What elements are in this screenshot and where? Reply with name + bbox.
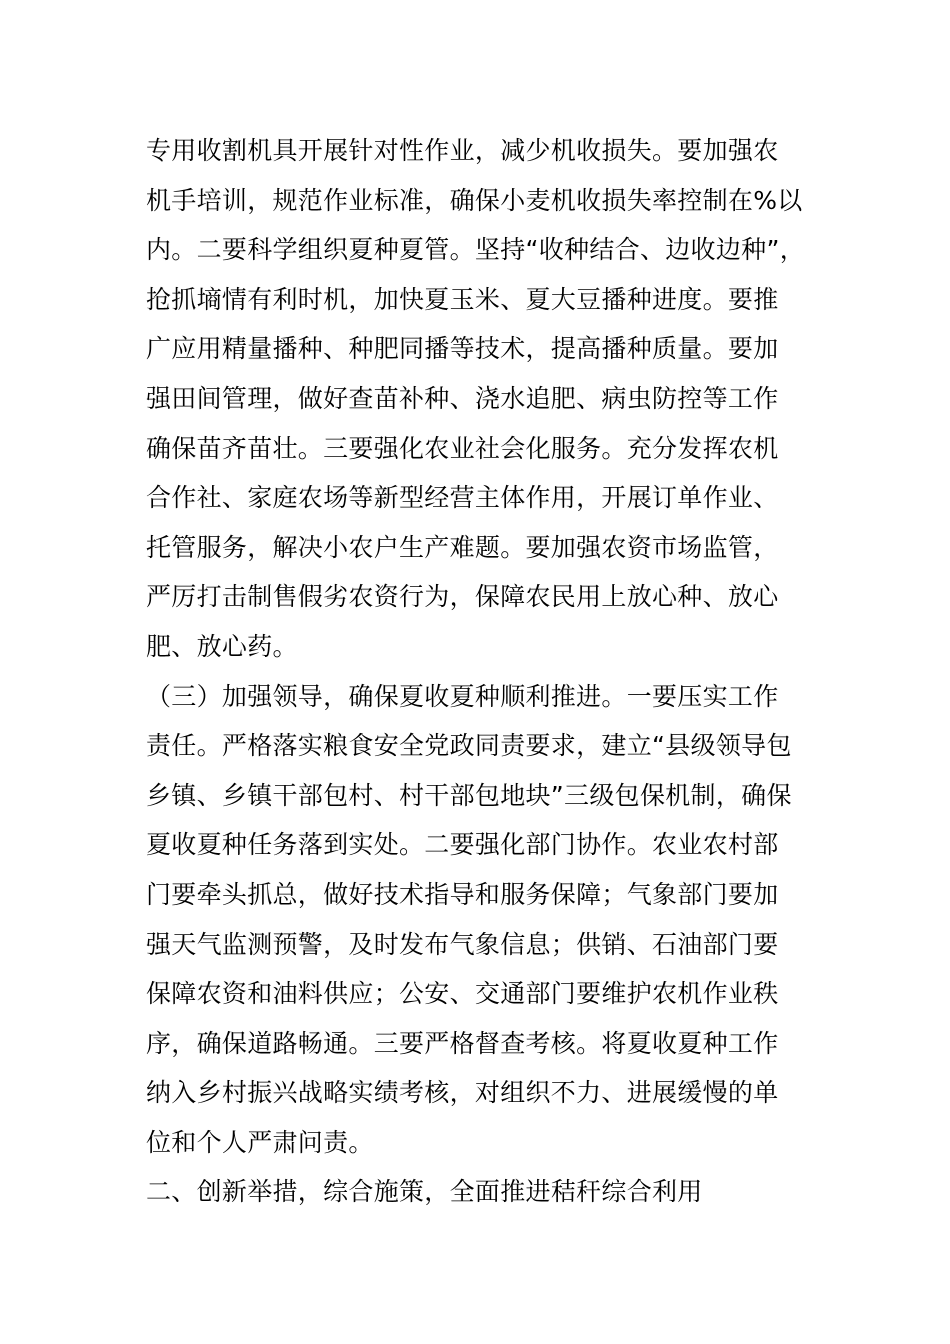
text-line: 序，确保道路畅通。三要严格督查考核。将夏收夏种工作 <box>146 1028 779 1058</box>
text-line: 保障农资和油料供应；公安、交通部门要维护农机作业秩 <box>146 979 779 1009</box>
text-line: 位和个人严肃问责。 <box>146 1127 374 1157</box>
text-line: 夏收夏种任务落到实处。二要强化部门协作。农业农村部 <box>146 830 779 860</box>
text-line: 机手培训，规范作业标准，确保小麦机收损失率控制在%以 <box>146 185 803 215</box>
text-line: 广应用精量播种、种肥同播等技术，提高播种质量。要加 <box>146 334 779 364</box>
text-line: 确保苗齐苗壮。三要强化农业社会化服务。充分发挥农机 <box>146 433 779 463</box>
text-line: 内。二要科学组织夏种夏管。坚持“收种结合、边收边种”， <box>146 235 806 265</box>
text-line: 严厉打击制售假劣农资行为，保障农民用上放心种、放心 <box>146 582 779 612</box>
text-line: 责任。严格落实粮食安全党政同责要求，建立“县级领导包 <box>146 731 792 761</box>
text-line: 合作社、家庭农场等新型经营主体作用，开展订单作业、 <box>146 483 779 513</box>
chapter-heading-line: 二、创新举措，综合施策，全面推进秸秆综合利用 <box>146 1177 703 1207</box>
body-text <box>146 126 846 1217</box>
text-line: 乡镇、乡镇干部包村、村干部包地块”三级包保机制，确保 <box>146 780 792 810</box>
text-line: 托管服务，解决小农户生产难题。要加强农资市场监管， <box>146 532 779 562</box>
section-heading-line: （三）加强领导，确保夏收夏种顺利推进。一要压实工作 <box>146 681 779 711</box>
text-line: 肥、放心药。 <box>146 631 298 661</box>
text-line: 强天气监测预警，及时发布气象信息；供销、石油部门要 <box>146 929 779 959</box>
text-line: 纳入乡村振兴战略实绩考核，对组织不力、进展缓慢的单 <box>146 1078 779 1108</box>
text-line: 专用收割机具开展针对性作业，减少机收损失。要加强农 <box>146 136 779 165</box>
text-line: 门要牵头抓总，做好技术指导和服务保障；气象部门要加 <box>146 879 779 909</box>
text-line: 强田间管理，做好查苗补种、浇水追肥、病虫防控等工作 <box>146 383 779 413</box>
text-line: 抢抓墒情有利时机，加快夏玉米、夏大豆播种进度。要推 <box>146 284 779 314</box>
